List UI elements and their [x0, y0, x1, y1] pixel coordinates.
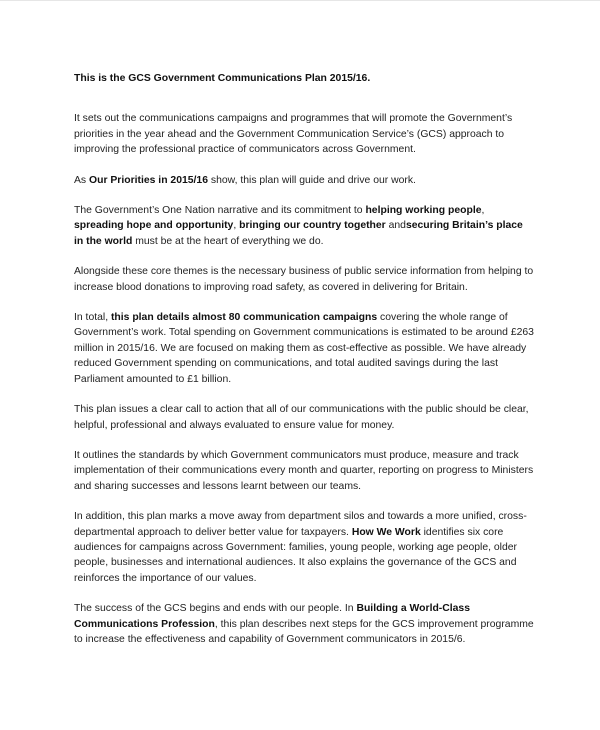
text-run: and — [385, 220, 406, 232]
paragraph-spending — [74, 310, 534, 387]
paragraph-priorities — [74, 173, 534, 188]
text-run: As — [74, 174, 90, 186]
text-run: identifies six core audiences for campaigns across Government: families, young people, working age people, older people, businesses and international audiences. It also explains the governance of the GCS and reinforces the importance of our values. — [74, 526, 518, 584]
text-run: show, this plan will guide and drive our work. — [208, 174, 416, 186]
text-run: , this plan describes next steps for the GCS improvement programme to increase the effectiveness and capability of Government communicators in 2015/6. — [74, 618, 534, 645]
text-run: The success of the GCS begins and ends with our people. In — [74, 603, 357, 615]
bold-run: Our Priorities in 2015/16 — [89, 174, 208, 186]
bold-run: Building a World-Class Communications Profession — [74, 603, 470, 630]
paragraph-overview: It sets out the communications campaigns and programmes that will promote the Government’s priorities in the year ahead and the Government Communication Service’s (GCS) approach to improving the professional practice of communicators across Government. — [74, 113, 513, 156]
paragraph-core-themes: Alongside these core themes is the necessary business of public service information from helping to increase blood donations to improving road safety, as covered in delivering for Britain. — [74, 266, 534, 293]
text-run: must be at the heart of everything we do. — [132, 235, 324, 247]
document-body — [74, 71, 534, 662]
text-run: In addition, this plan marks a move away from department silos and towards a more unified, cross-departmental approach to deliver better value for taxpayers. — [74, 511, 527, 538]
text-run: In total, — [74, 312, 111, 324]
bold-run: spreading hope and opportunity — [74, 220, 234, 232]
paragraph-people — [74, 601, 534, 647]
paragraph-call-to-action: This plan issues a clear call to action that all of our communications with the public should be clear, helpful, professional and always evaluated to ensure value for money. — [74, 404, 529, 431]
text-run: The Government’s One Nation narrative and its commitment to — [74, 205, 366, 217]
bold-run: How We Work — [351, 526, 421, 538]
text-run: , — [233, 220, 240, 232]
paragraph-narrative — [74, 203, 534, 249]
bold-run: this plan details almost 80 communication campaigns — [110, 312, 378, 324]
text-run: covering the whole range of Government’s work. Total spending on Government communications is estimated to be around £263 million in 2015/16. We are focused on making them as cost-effective as possible. We have already reduced Government spending on communications, and total audited savings during the last Parliament amounted to £1 billion. — [74, 312, 534, 385]
paragraph-audiences — [74, 509, 534, 586]
document-title: This is the GCS Government Communications Plan 2015/16. — [74, 73, 371, 84]
paragraph-standards: It outlines the standards by which Government communicators must produce, measure and track implementation of their communications every month and quarter, reporting on progress to Ministers and sharing successes and lessons learnt between our teams. — [74, 449, 534, 492]
bold-run: bringing our country together — [239, 220, 386, 232]
bold-run: helping working people — [365, 205, 482, 217]
text-run: , — [481, 205, 485, 217]
bold-run: securing Britain’s place in the world — [74, 220, 523, 247]
